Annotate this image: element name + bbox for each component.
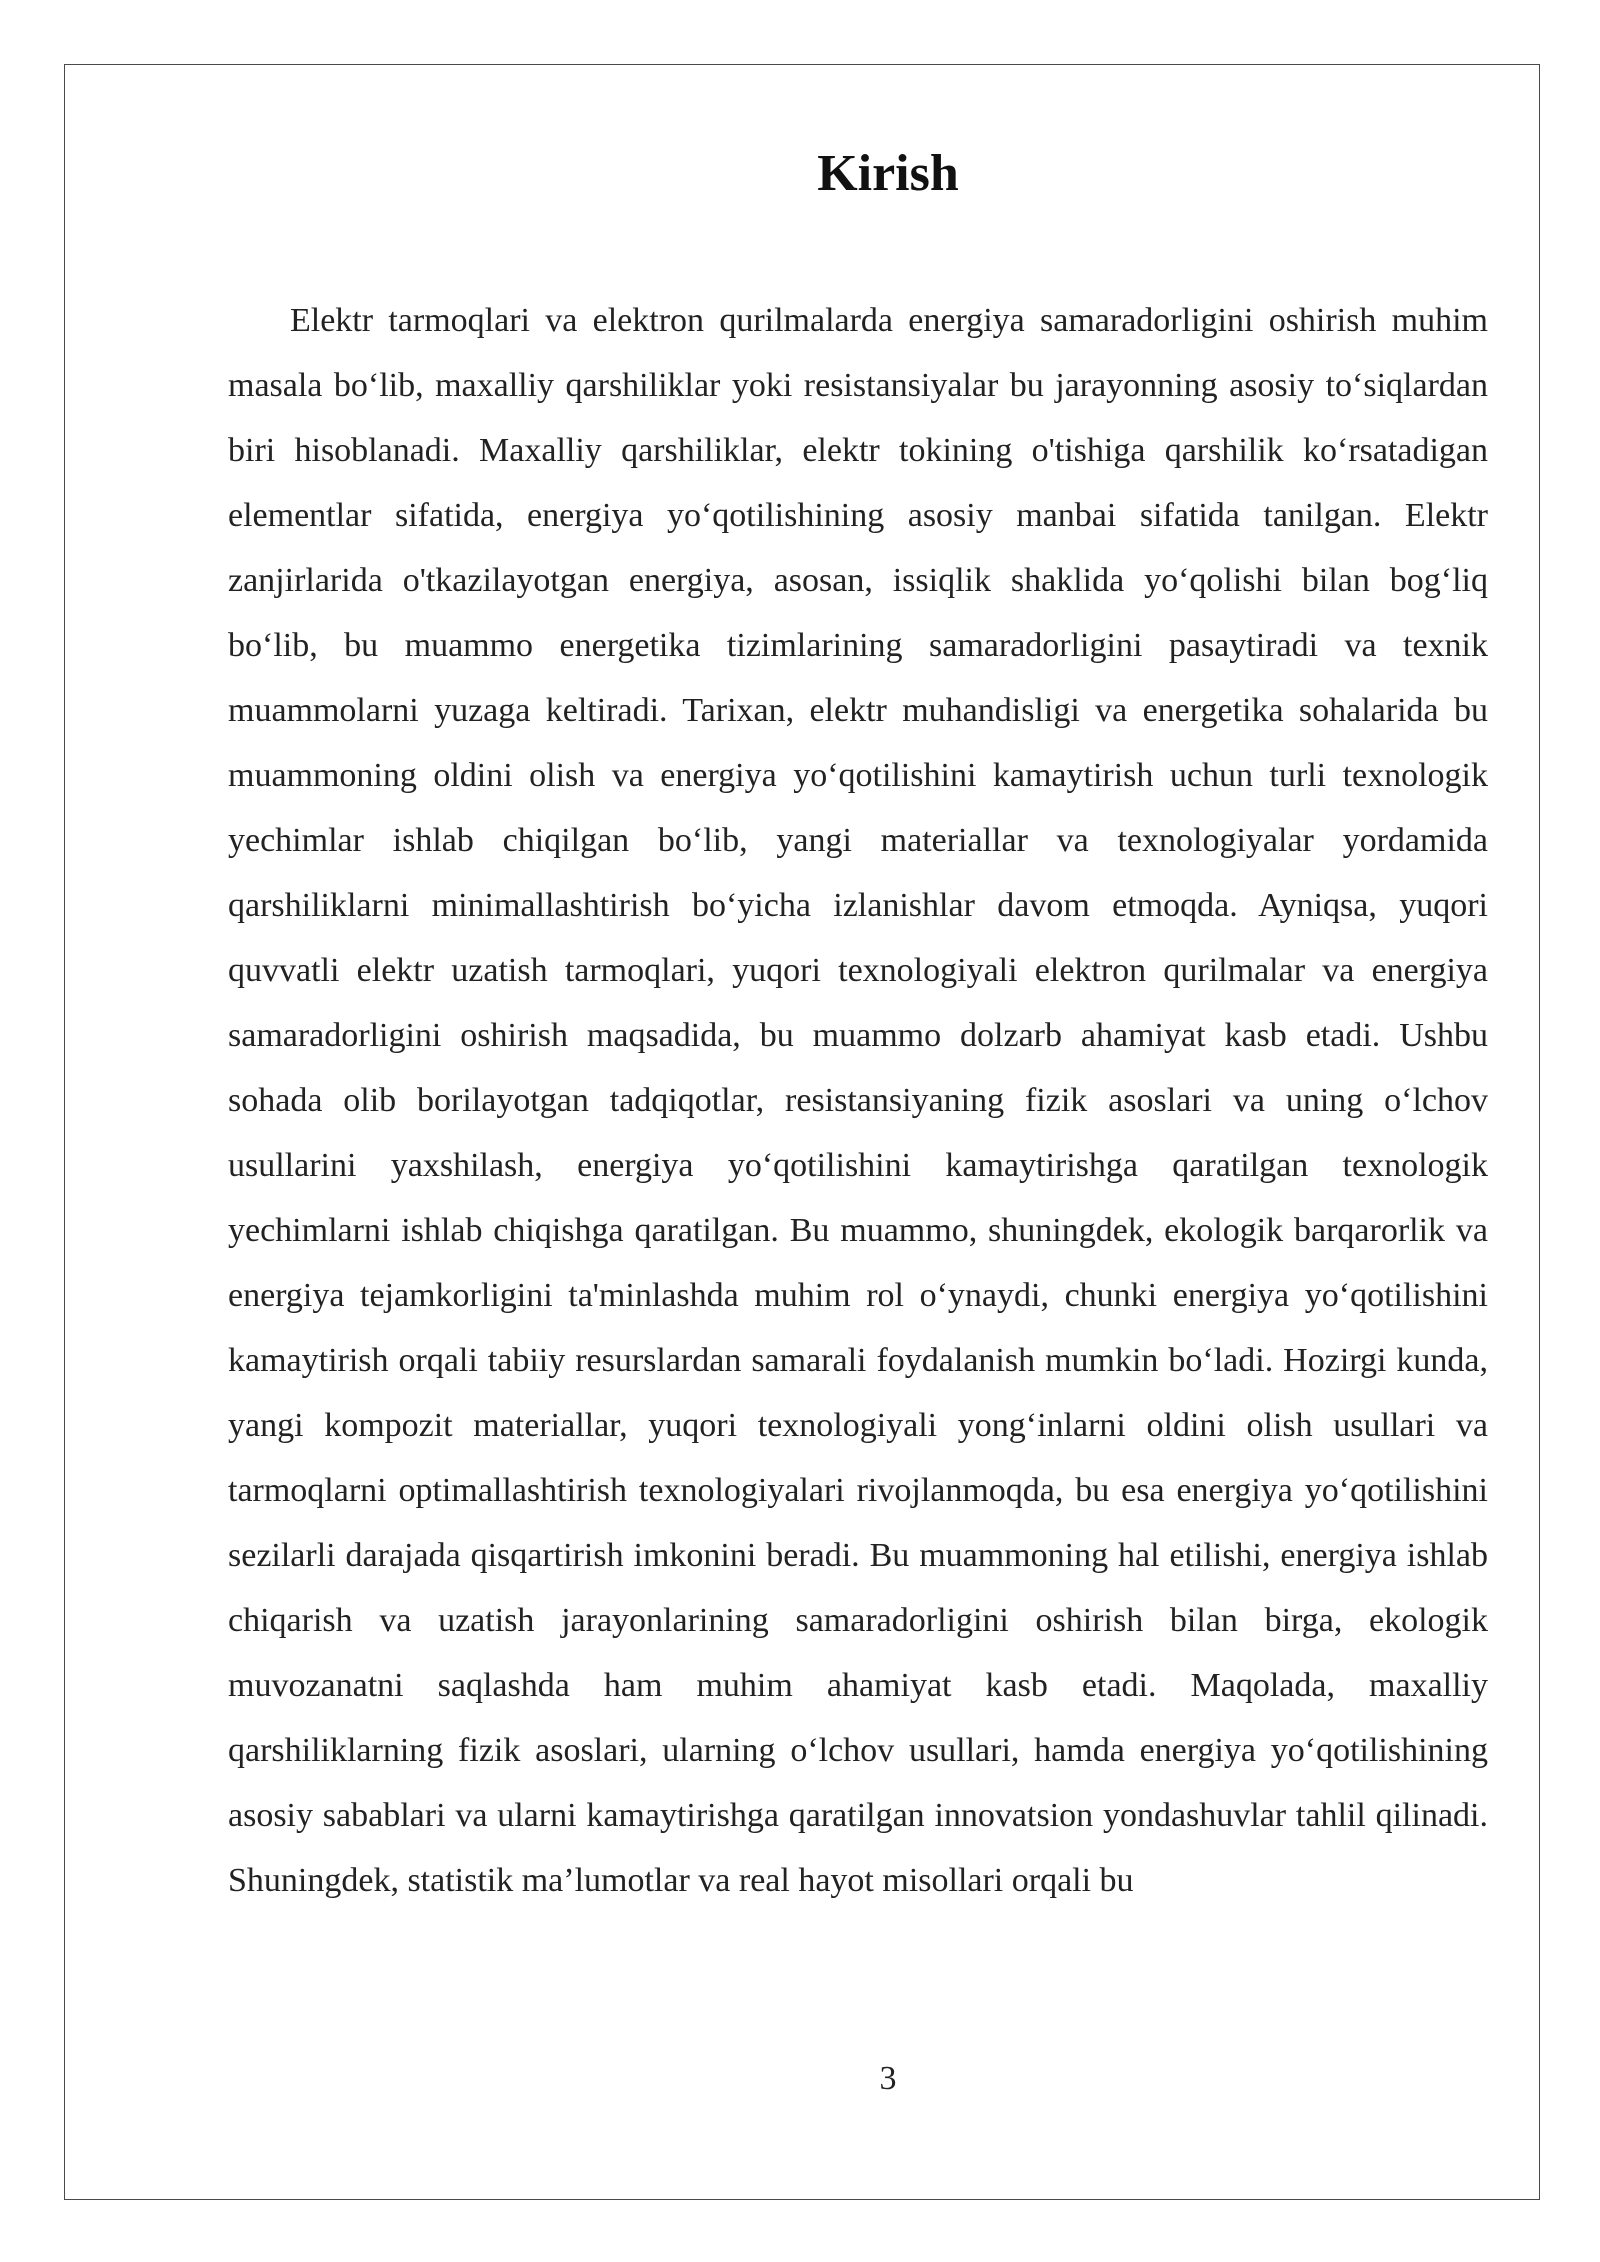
body-paragraph: Elektr tarmoqlari va elektron qurilmalarda energiya samaradorligini oshirish muhim masala bo‘lib, maxalliy qarshiliklar yoki resistansiyalar bu jarayonning asosiy to‘siqlardan biri hisoblanadi. Maxalliy qarshiliklar, elektr tokining o'tishiga qarshilik ko‘rsatadigan elementlar sifatida, energiya yo‘qotilishining asosiy manbai sifatida tanilgan. Elektr zanjirlarida o'tkazilayotgan energiya, asosan, issiqlik shaklida yo‘qolishi bilan bog‘liq bo‘lib, bu muammo energetika tizimlarining samaradorligini pasaytiradi va texnik muammolarni yuzaga keltiradi. Tarixan, elektr muhandisligi va energetika sohalarida bu muammoning oldini olish va energiya yo‘qotilishini kamaytirish uchun turli texnologik yechimlar ishlab chiqilgan bo‘lib, yangi materiallar va texnologiyalar yordamida qarshiliklarni minimallashtirish bo‘yicha izlanishlar davom etmoqda. Ayniqsa, yuqori quvvatli elektr uzatish tarmoqlari, yuqori texnologiyali elektron qurilmalar va energiya samaradorligini oshirish maqsadida, bu muammo dolzarb ahamiyat kasb etadi. Ushbu sohada olib borilayotgan tadqiqotlar, resistansiyaning fizik asoslari va uning o‘lchov usullarini yaxshilash, energiya yo‘qotilishini kamaytirishga qaratilgan texnologik yechimlarni ishlab chiqishga qaratilgan. Bu muammo, shuningdek, ekologik barqarorlik va energiya tejamkorligini ta'minlashda muhim rol o‘ynaydi, chunki energiya yo‘qotilishini kamaytirish orqali tabiiy resurslardan samarali foydalanish mumkin bo‘ladi. Hozirgi kunda, yangi kompozit materiallar, yuqori texnologiyali yong‘inlarni oldini olish usullari va tarmoqlarni optimallashtirish texnologiyalari rivojlanmoqda, bu esa energiya yo‘qotilishini sezilarli darajada qisqartirish imkonini beradi. Bu muammoning hal etilishi, energiya ishlab chiqarish va uzatish jarayonlarining samaradorligini oshirish bilan birga, ekologik muvozanatni saqlashda ham muhim ahamiyat kasb etadi. Maqolada, maxalliy qarshiliklarning fizik asoslari, ularning o‘lchov usullari, hamda energiya yo‘qotilishining asosiy sabablari va ularni kamaytirishga qaratilgan innovatsion yondashuvlar tahlil qilinadi. Shuningdek, statistik ma’lumotlar va real hayot misollari orqali bu xyxy=(228,302,1488,1899)
page-number: 3 xyxy=(879,2060,897,2097)
page-title: Kirish xyxy=(817,145,959,202)
